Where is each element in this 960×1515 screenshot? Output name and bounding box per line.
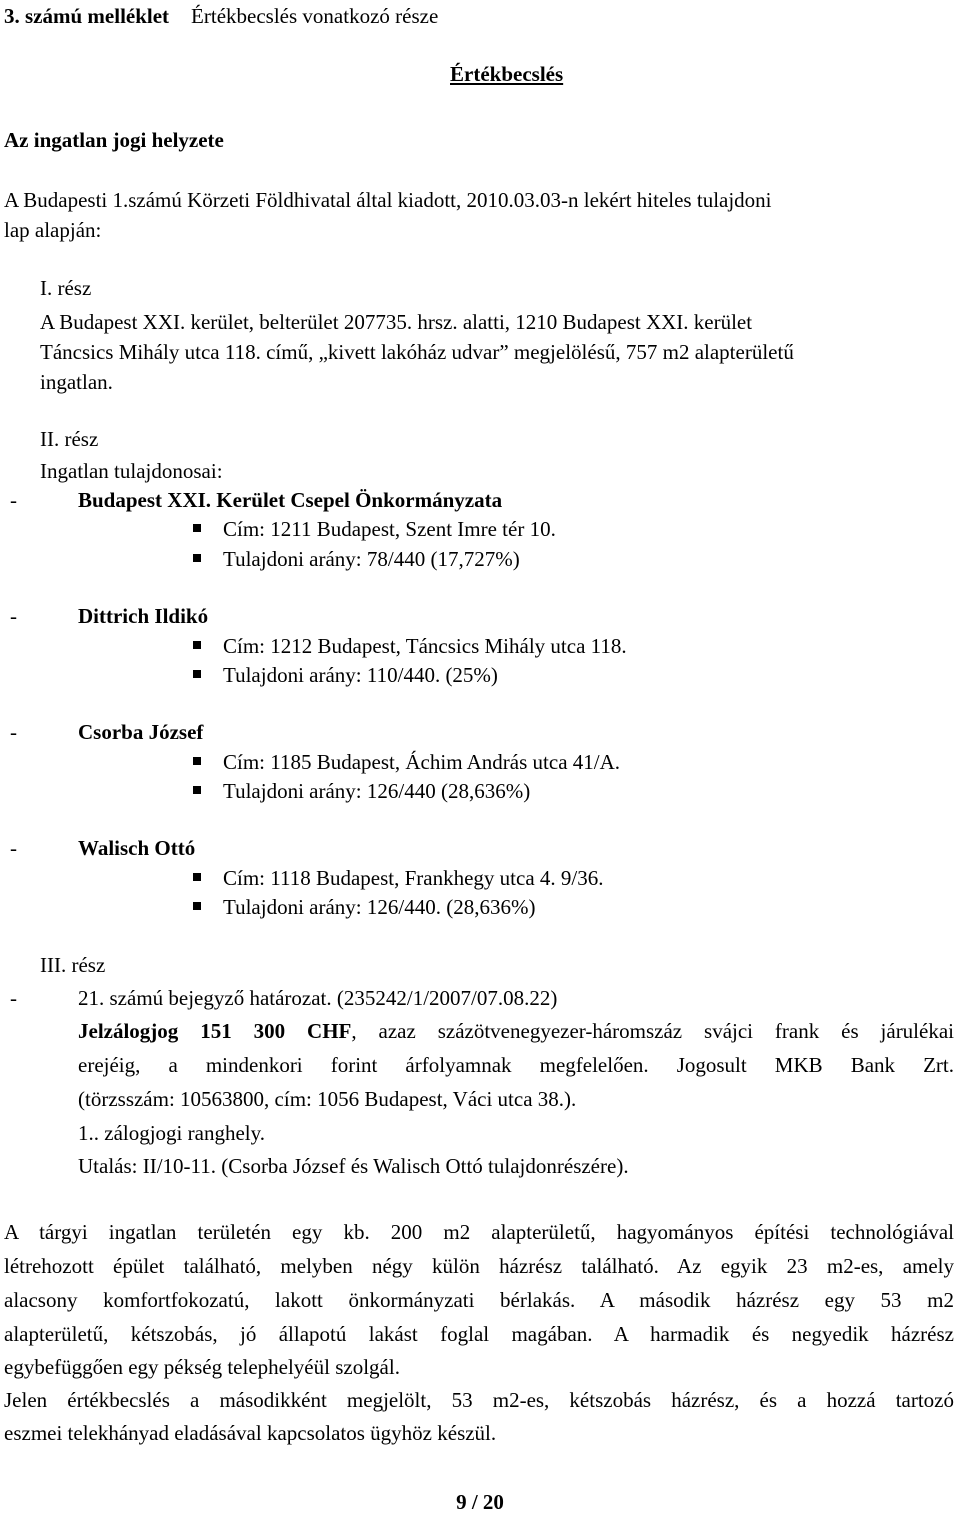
owner-item — [10, 720, 203, 744]
description-line-7: eszmei telekhányad eladásával kapcsolatos ügyhöz készül. — [4, 1421, 497, 1445]
bullet-icon — [193, 670, 201, 678]
owner-address: Cím: 1118 Budapest, Frankhegy utca 4. 9/36. — [193, 866, 603, 890]
dash-marker: - — [10, 986, 17, 1010]
part3-label: III. rész — [40, 953, 106, 977]
description-line-6: Jelen értékbecslés a másodikként megjelölt, 53 m2-es, kétszobás házrész, és a hozzá tartozó — [4, 1388, 954, 1412]
bullet-icon — [193, 873, 201, 881]
annex-header — [4, 4, 438, 28]
owner-address: Cím: 1211 Budapest, Szent Imre tér 10. — [193, 517, 556, 541]
description-line-3: alacsony komfortfokozatú, lakott önkormányzati bérlakás. A második házrész egy 53 m2 — [4, 1288, 954, 1312]
part1-line-1: A Budapest XXI. kerület, belterület 207735. hrsz. alatti, 1210 Budapest XXI. kerület — [40, 310, 753, 334]
bullet-icon — [193, 757, 201, 765]
part1-line-2: Táncsics Mihály utca 118. című, „kivett lakóház udvar” megjelölésű, 757 m2 alapterületű — [40, 340, 794, 364]
bullet-icon — [193, 641, 201, 649]
description-line-5: egybefüggően egy pékség telephelyéül szolgál. — [4, 1355, 400, 1379]
dash-marker: - — [10, 836, 17, 860]
page-title: Értékbecslés — [450, 62, 564, 86]
owner-item — [10, 488, 502, 512]
bullet-icon — [193, 786, 201, 794]
part3-entry: - 21. számú bejegyző határozat. (235242/1/2007/07.08.22) — [10, 986, 558, 1010]
owner-name: Walisch Ottó — [78, 836, 196, 860]
annex-title: Értékbecslés vonatkozó része — [191, 4, 439, 28]
lien-amount: Jelzálogjog 151 300 CHF — [78, 1019, 352, 1043]
owners-label: Ingatlan tulajdonosai: — [40, 459, 223, 483]
dash-marker: - — [10, 720, 17, 744]
description-line-4: alapterületű, kétszobás, jó állapotú lakást foglal magában. A harmadik és negyedik házrész — [4, 1322, 954, 1346]
part2-label: II. rész — [40, 427, 99, 451]
owner-share: Tulajdoni arány: 110/440. (25%) — [193, 663, 498, 687]
description-line-1: A tárgyi ingatlan területén egy kb. 200 m2 alapterületű, hagyományos építési technológiával — [4, 1220, 954, 1244]
owner-name: Budapest XXI. Kerület Csepel Önkormányzata — [78, 488, 503, 512]
section-heading: Az ingatlan jogi helyzete — [4, 128, 224, 152]
owner-name: Dittrich Ildikó — [78, 604, 209, 628]
bullet-icon — [193, 554, 201, 562]
intro-line-2: lap alapján: — [4, 218, 102, 242]
bullet-icon — [193, 902, 201, 910]
dash-marker: - — [10, 604, 17, 628]
lien-line-2: erejéig, a mindenkori forint árfolyamnak megfelelően. Jogosult MKB Bank Zrt. — [78, 1053, 954, 1077]
annex-label: 3. számú melléklet — [4, 4, 170, 28]
lien-line-1: Jelzálogjog 151 300 CHF, azaz százötvenegyezer-háromszáz svájci frank és járulékai — [78, 1019, 954, 1043]
lien-line-3: (törzsszám: 10563800, cím: 1056 Budapest, Váci utca 38.). — [78, 1087, 577, 1111]
owner-share: Tulajdoni arány: 78/440 (17,727%) — [193, 547, 520, 571]
owner-name: Csorba József — [78, 720, 204, 744]
part1-line-3: ingatlan. — [40, 370, 113, 394]
owner-item — [10, 836, 195, 860]
part1-label: I. rész — [40, 276, 92, 300]
intro-line-1: A Budapesti 1.számú Körzeti Földhivatal által kiadott, 2010.03.03-n lekért hiteles tulajdoni — [4, 188, 772, 212]
bullet-icon — [193, 524, 201, 532]
dash-marker: - — [10, 488, 17, 512]
owner-share: Tulajdoni arány: 126/440. (28,636%) — [193, 895, 535, 919]
owner-address: Cím: 1185 Budapest, Áchim András utca 41/A. — [193, 750, 620, 774]
lien-line-4: 1.. zálogjogi ranghely. — [78, 1121, 266, 1145]
owner-share: Tulajdoni arány: 126/440 (28,636%) — [193, 779, 530, 803]
description-line-2: létrehozott épület található, melyben négy külön házrész található. Az egyik 23 m2-es, amely — [4, 1254, 954, 1278]
page-number: 9 / 20 — [456, 1490, 504, 1514]
owner-item — [10, 604, 208, 628]
lien-line-5: Utalás: II/10-11. (Csorba József és Walisch Ottó tulajdonrészére). — [78, 1154, 629, 1178]
owner-address: Cím: 1212 Budapest, Táncsics Mihály utca 118. — [193, 634, 627, 658]
